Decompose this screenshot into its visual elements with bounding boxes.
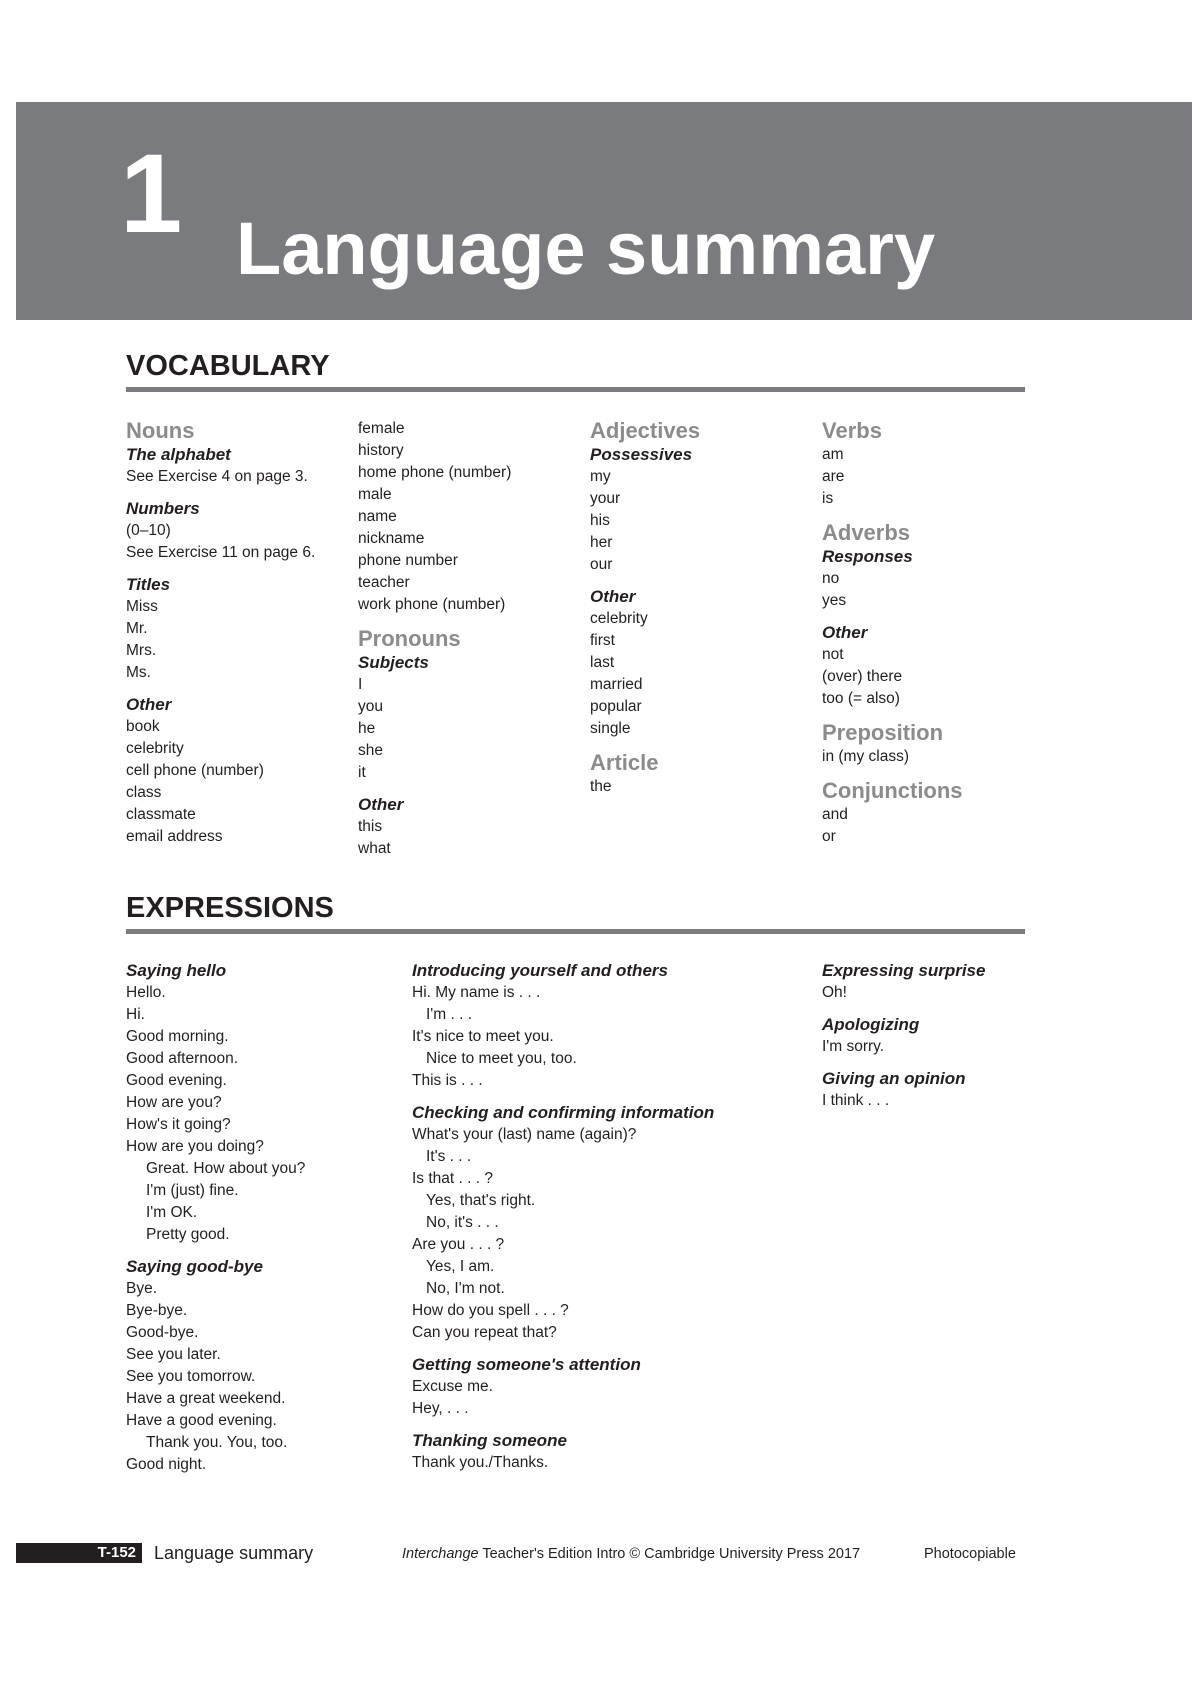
subheading: Other — [590, 587, 636, 606]
subheading: Numbers — [126, 499, 200, 518]
list-item: Hello. — [126, 984, 166, 1001]
list-item: book — [126, 718, 160, 735]
list-item: first — [590, 632, 615, 649]
list-item: in (my class) — [822, 748, 909, 765]
list-item: Excuse me. — [412, 1378, 493, 1395]
list-item: or — [822, 828, 836, 845]
list-item: How are you? — [126, 1094, 222, 1111]
vocabulary-column-4 — [822, 418, 963, 848]
category-heading: Verbs — [822, 418, 882, 443]
subheading: Introducing yourself and others — [412, 961, 668, 980]
subheading: Other — [126, 695, 172, 714]
subheading: Checking and confirming information — [412, 1103, 715, 1122]
list-item: Mr. — [126, 620, 148, 637]
list-item: How's it going? — [126, 1116, 231, 1133]
category-heading: Adverbs — [822, 520, 911, 545]
subheading: Thanking someone — [412, 1431, 567, 1450]
list-item: single — [590, 720, 631, 737]
list-item: your — [590, 490, 621, 507]
vocabulary-heading: VOCABULARY — [126, 350, 330, 382]
list-item: Good evening. — [126, 1072, 227, 1089]
list-item: yes — [822, 592, 847, 609]
list-item: I'm . . . — [426, 1006, 473, 1023]
list-item: and — [822, 806, 848, 823]
list-item: work phone (number) — [358, 596, 506, 613]
list-item: It's . . . — [426, 1148, 472, 1165]
list-item: Pretty good. — [146, 1226, 230, 1243]
list-item: cell phone (number) — [126, 762, 264, 779]
list-item: Mrs. — [126, 642, 157, 659]
list-item: I think . . . — [822, 1092, 890, 1109]
category-heading: Pronouns — [358, 626, 461, 651]
list-item: Is that . . . ? — [412, 1170, 493, 1187]
page-title: Language summary — [236, 207, 936, 290]
list-item: teacher — [358, 574, 410, 591]
list-item: Are you . . . ? — [412, 1236, 505, 1253]
list-item: female — [358, 420, 405, 437]
expressions-rule — [126, 929, 1025, 934]
list-item: he — [358, 720, 376, 737]
list-item: I — [358, 676, 363, 693]
list-item: See you later. — [126, 1346, 221, 1363]
list-item: too (= also) — [822, 690, 900, 707]
list-item: See Exercise 4 on page 3. — [126, 468, 308, 485]
list-item: email address — [126, 828, 223, 845]
list-item: male — [358, 486, 392, 503]
list-item: is — [822, 490, 834, 507]
list-item: history — [358, 442, 404, 459]
list-item: Great. How about you? — [146, 1160, 306, 1177]
list-item: not — [822, 646, 844, 663]
list-item: Thank you. You, too. — [146, 1434, 288, 1451]
list-item: Good night. — [126, 1456, 207, 1473]
list-item: I'm (just) fine. — [146, 1182, 239, 1199]
list-item: Bye. — [126, 1280, 158, 1297]
subheading: Apologizing — [822, 1015, 920, 1034]
page-number-tag: T-152 — [16, 1543, 142, 1563]
list-item: Miss — [126, 598, 158, 615]
list-item: No, I'm not. — [426, 1280, 505, 1297]
list-item: Hi. — [126, 1006, 145, 1023]
list-item: classmate — [126, 806, 196, 823]
subheading: Titles — [126, 575, 171, 594]
category-heading: Adjectives — [590, 418, 701, 443]
subheading: Subjects — [358, 653, 429, 672]
list-item: Nice to meet you, too. — [426, 1050, 577, 1067]
book-title: Interchange — [402, 1546, 479, 1562]
category-heading: Article — [590, 750, 659, 775]
subheading: Other — [358, 795, 404, 814]
subheading: Other — [822, 623, 868, 642]
list-item: am — [822, 446, 844, 463]
list-item: Yes, I am. — [426, 1258, 495, 1275]
list-item: How do you spell . . . ? — [412, 1302, 569, 1319]
page-footer — [16, 1543, 1200, 1567]
list-item: Have a great weekend. — [126, 1390, 286, 1407]
list-item: This is . . . — [412, 1072, 483, 1089]
list-item: celebrity — [126, 740, 184, 757]
list-item: It's nice to meet you. — [412, 1028, 554, 1045]
list-item: what — [358, 840, 391, 857]
list-item: Oh! — [822, 984, 847, 1001]
list-item: Yes, that's right. — [426, 1192, 536, 1209]
list-item: Thank you./Thanks. — [412, 1454, 549, 1471]
subheading: Saying good-bye — [126, 1257, 263, 1276]
list-item: Bye-bye. — [126, 1302, 188, 1319]
list-item: I'm sorry. — [822, 1038, 885, 1055]
expressions-heading: EXPRESSIONS — [126, 892, 334, 924]
list-item: (0–10) — [126, 522, 171, 539]
list-item: her — [590, 534, 613, 551]
list-item: you — [358, 698, 383, 715]
list-item: I'm OK. — [146, 1204, 198, 1221]
subheading: Expressing surprise — [822, 961, 986, 980]
expressions-column-1 — [126, 960, 305, 1476]
footer-label: Language summary — [154, 1543, 314, 1563]
list-item: last — [590, 654, 615, 671]
list-item: nickname — [358, 530, 425, 547]
expressions-column-3 — [822, 960, 985, 1112]
copyright-text: Teacher's Edition Intro © Cambridge University Press 2017 — [478, 1546, 861, 1562]
list-item: she — [358, 742, 383, 759]
list-item: home phone (number) — [358, 464, 512, 481]
list-item: How are you doing? — [126, 1138, 264, 1155]
vocabulary-column-2 — [358, 418, 511, 860]
photocopiable-note: Photocopiable — [924, 1546, 1016, 1562]
expressions-column-2 — [412, 960, 714, 1474]
category-heading: Conjunctions — [822, 778, 963, 803]
list-item: Good morning. — [126, 1028, 229, 1045]
list-item: See Exercise 11 on page 6. — [126, 544, 316, 561]
vocabulary-column-1 — [126, 418, 315, 848]
list-item: no — [822, 570, 840, 587]
subheading: Responses — [822, 547, 913, 566]
list-item: class — [126, 784, 162, 801]
subheading: Saying hello — [126, 961, 227, 980]
list-item: phone number — [358, 552, 458, 569]
list-item: married — [590, 676, 643, 693]
list-item: What's your (last) name (again)? — [412, 1126, 637, 1143]
list-item: (over) there — [822, 668, 903, 685]
list-item: Ms. — [126, 664, 151, 681]
list-item: Hi. My name is . . . — [412, 984, 541, 1001]
list-item: are — [822, 468, 845, 485]
list-item: Good afternoon. — [126, 1050, 239, 1067]
subheading: The alphabet — [126, 445, 231, 464]
list-item: his — [590, 512, 610, 529]
subheading: Getting someone's attention — [412, 1355, 641, 1374]
copyright-credit — [402, 1545, 860, 1563]
vocabulary-rule — [126, 387, 1025, 392]
unit-number: 1 — [120, 131, 183, 256]
list-item: Have a good evening. — [126, 1412, 277, 1429]
list-item: our — [590, 556, 613, 573]
vocabulary-column-3 — [590, 418, 700, 798]
subheading: Giving an opinion — [822, 1069, 966, 1088]
list-item: this — [358, 818, 383, 835]
category-heading: Nouns — [126, 418, 195, 443]
list-item: See you tomorrow. — [126, 1368, 256, 1385]
category-heading: Preposition — [822, 720, 944, 745]
list-item: Hey, . . . — [412, 1400, 469, 1417]
list-item: my — [590, 468, 611, 485]
subheading: Possessives — [590, 445, 693, 464]
list-item: name — [358, 508, 397, 525]
list-item: No, it's . . . — [426, 1214, 499, 1231]
list-item: it — [358, 764, 366, 781]
list-item: Can you repeat that? — [412, 1324, 557, 1341]
list-item: the — [590, 778, 612, 795]
list-item: popular — [590, 698, 642, 715]
list-item: celebrity — [590, 610, 648, 627]
list-item: Good-bye. — [126, 1324, 199, 1341]
